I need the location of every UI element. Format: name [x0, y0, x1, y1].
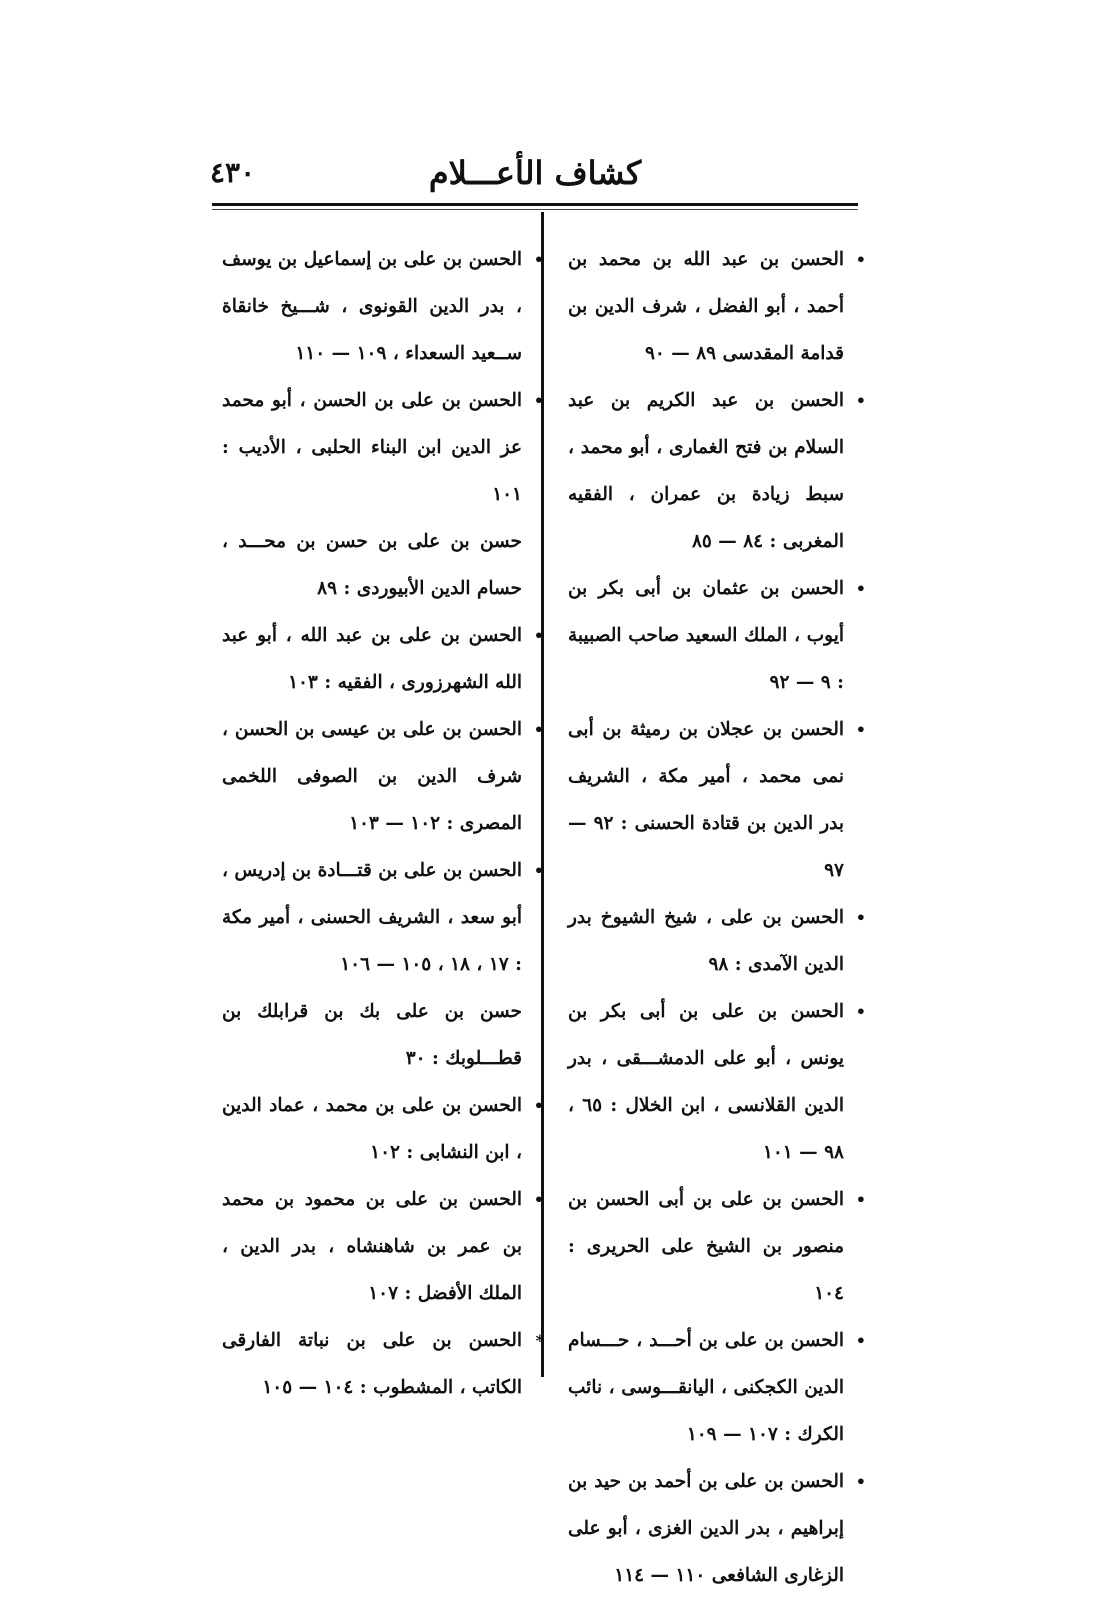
index-entry: [568, 1317, 866, 1458]
right-column: [568, 236, 866, 1599]
bullet-icon: •: [533, 1096, 544, 1115]
header-rule-thin: [212, 209, 858, 210]
index-entry: [568, 377, 866, 565]
index-entry: [568, 1176, 866, 1317]
bullet-icon: •: [855, 1472, 866, 1491]
entry-text: الحسن بن على بن أحـــد ، حـــسام الدين الكجكنى ، اليانقـــوسى ، نائب الكرك : ١٠٧ — ١٠٩: [568, 1330, 844, 1445]
entry-text: الحسن بن على بن إسماعيل بن يوسف ، بدر الدين القونوى ، شـــيخ خانقاة ســعيد السعداء ، ١٠٩ — ١١٠: [222, 249, 522, 364]
index-entry: [222, 1082, 544, 1176]
index-entry: [568, 988, 866, 1176]
entry-text: حسن بن على بن حسن بن محـــد ، حسام الدين الأبيوردى : ٨٩: [222, 531, 522, 599]
index-entry: [222, 988, 522, 1082]
bullet-icon: *: [535, 1331, 544, 1350]
bullet-icon: •: [855, 579, 866, 598]
bullet-icon: •: [855, 908, 866, 927]
entry-text: الحسن بن على بن أبى بكر بن يونس ، أبو على الدمشـــقى ، بدر الدين القلانسى ، ابن الخلال : ٦٥ ، ٩٨ — ١٠١: [568, 1001, 844, 1163]
bullet-icon: •: [533, 720, 544, 739]
entry-text: الحسن بن على بن عيسى بن الحسن ، شرف الدين بن الصوفى اللخمى المصرى : ١٠٢ — ١٠٣: [222, 719, 522, 834]
bullet-icon: •: [855, 1190, 866, 1209]
index-entry: [222, 612, 544, 706]
bullet-icon: •: [855, 250, 866, 269]
header-rule: [212, 203, 858, 206]
bullet-icon: •: [855, 1002, 866, 1021]
entry-text: الحسن بن على بن أبى الحسن بن منصور بن الشيخ على الحريرى : ١٠٤: [568, 1189, 844, 1304]
entry-text: حسن بن على بك بن قرابلك بن قطـــلوبك : ٣٠: [222, 1001, 522, 1069]
bullet-icon: •: [533, 1190, 544, 1209]
bullet-icon: •: [533, 250, 544, 269]
index-entry: [222, 236, 544, 377]
index-entry: [222, 847, 544, 988]
entry-text: الحسن بن على بن قتـــادة بن إدريس ، أبو سعد ، الشريف الحسنى ، أمير مكة : ١٧ ، ١٨ ، ١٠٥ — ١٠٦: [222, 860, 522, 975]
entry-text: الحسن بن على بن أحمد بن حيد بن إبراهيم ، بدر الدين الغزى ، أبو على الزغارى الشافعى ١١٠ — ١١٤: [568, 1471, 844, 1586]
entry-text: الحسن بن على بن الحسن ، أبو محمد عز الدين ابن البناء الحلبى ، الأديب : ١٠١: [222, 390, 522, 505]
index-entry: [222, 1176, 544, 1317]
page-title: كشاف الأعـــلام: [428, 154, 642, 192]
entry-text: الحسن بن على بن محمود بن محمد بن عمر بن شاهنشاه ، بدر الدين ، الملك الأفضل : ١٠٧: [222, 1189, 522, 1304]
left-column: [222, 236, 544, 1411]
index-entry: [222, 706, 544, 847]
entry-text: الحسن بن عبد الله بن محمد بن أحمد ، أبو الفضل ، شرف الدين بن قدامة المقدسى ٨٩ — ٩٠: [568, 249, 844, 364]
index-entry: [568, 565, 866, 706]
index-entry: [568, 1458, 866, 1599]
index-entry: [222, 377, 544, 518]
page-number: ٤٣٠: [210, 156, 256, 189]
entry-text: الحسن بن على بن محمد ، عماد الدين ، ابن النشابى : ١٠٢: [222, 1095, 522, 1163]
entry-text: الحسن بن عجلان بن رميثة بن أبى نمى محمد ، أمير مكة ، الشريف بدر الدين بن قتادة الحسنى : ٩٢ — ٩٧: [568, 719, 844, 881]
entry-text: الحسن بن عثمان بن أبى بكر بن أيوب ، الملك السعيد صاحب الصبيبة : ٩ — ٩٢: [568, 578, 844, 693]
page-header: [210, 150, 860, 200]
index-entry: [568, 894, 866, 988]
index-entry: [222, 1317, 544, 1411]
index-entry: [568, 236, 866, 377]
bullet-icon: •: [533, 861, 544, 880]
index-entry: [568, 706, 866, 894]
entry-text: الحسن بن على بن عبد الله ، أبو عبد الله الشهرزورى ، الفقيه : ١٠٣: [222, 625, 522, 693]
entry-text: الحسن بن عبد الكريم بن عبد السلام بن فتح الغمارى ، أبو محمد ، سبط زيادة بن عمران ، الفقيه المغربى : ٨٤ — ٨٥: [568, 390, 844, 552]
bullet-icon: •: [855, 1331, 866, 1350]
entry-text: الحسن بن على ، شيخ الشيوخ بدر الدين الآمدى : ٩٨: [568, 907, 844, 975]
bullet-icon: •: [855, 391, 866, 410]
bullet-icon: •: [855, 720, 866, 739]
entry-text: الحسن بن على بن نباتة الفارقى الكاتب ، المشطوب : ١٠٤ — ١٠٥: [222, 1330, 522, 1398]
bullet-icon: •: [533, 626, 544, 645]
index-entry: [222, 518, 522, 612]
bullet-icon: •: [533, 391, 544, 410]
